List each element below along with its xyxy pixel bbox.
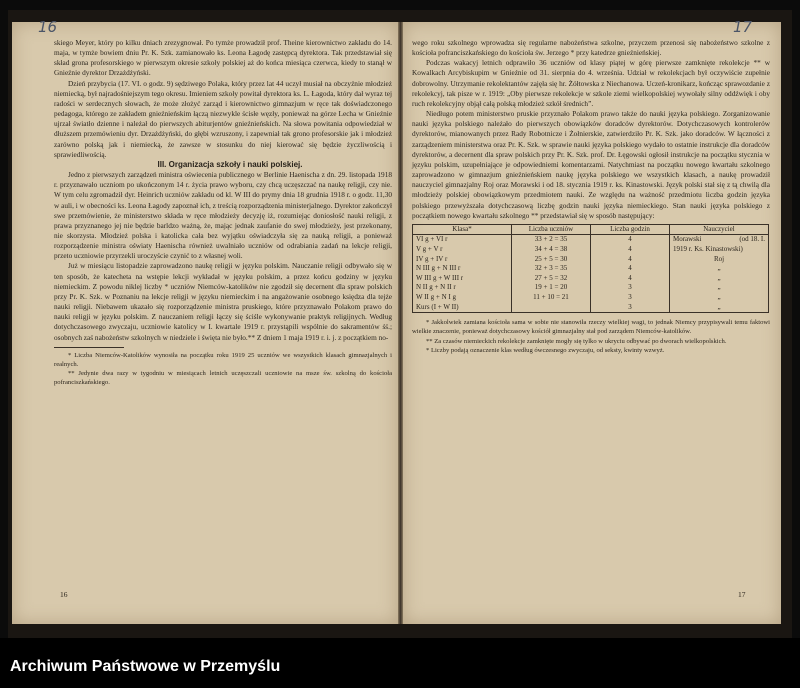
column-header: Liczba uczniów — [512, 224, 591, 235]
count-cell: 11 + 10 = 21 — [533, 292, 569, 301]
hours-cell: 4 — [628, 254, 632, 263]
class-cell: W II g + N I g — [416, 292, 456, 301]
hours-cell: 3 — [628, 292, 632, 301]
class-cell: Kurs (I + W II) — [416, 302, 459, 311]
hours-column — [591, 235, 670, 313]
class-cell: W III g + W III r — [416, 273, 464, 282]
teacher-name: Roj — [713, 254, 725, 263]
ditto-mark: „ — [717, 302, 721, 311]
paragraph: Dzień przybycia (17. VI. o godz. 9) sędziwego Polaka, który przez lat 44 uczył musiał na obczyźnie młodzież niemiecką, był najradośniejszym tego okresu. Imieniem szkoły powitał dyrektora ks. L. Łagoda, który dał wyraz tej radości w serdecznych słowach, że może złożyć zarząd i kierownictwo gimnazjum w ręce tak doświadczonego pedagoga, którego ze zakładem gnieźnieńskim łączą niezwykle ścisłe węzły, ponieważ na górze Lecha w Gnieźnie ujrzał światło dzienne i należał do pierwszych abiturjentów gnieźnieńskich. Na słowa powitania odpowiedział w dłuższem przemówieniu dyr. Drzażdżyński, do głębi wzruszony, i zapewniał tak grono profesorskie jak i młodzież zarówno polską jak i niemiecką, że zawsze w stosunku do niej kierować się będzie życzliwością i sprawiedliwością. — [54, 78, 392, 159]
ditto-mark: „ — [717, 292, 721, 301]
footnotes — [412, 318, 770, 355]
class-column — [413, 235, 512, 313]
hours-cell: 3 — [628, 302, 632, 311]
class-cell: VI g + VI r — [416, 235, 448, 244]
paragraph: Już w miesiącu listopadzie zaprowadzono naukę religji w języku polskim. Nauczanie religji odbywało się w ten sposób, że katecheta na wstępie lekcji wykładał w języku polskim, a przez końcu godziny w języku niemieckim. Z powodu niklej liczby * uczniów Niemców-katolików nie zgodził się decernent dla spraw polskich przy Pr. K. Szk. w Poznaniu na lekcje religji w języku niemieckim i na angażowanie osobnego księdza dla tejże nauki religji. Niebawem ukazało się rozporządzenie ministra pruskiego, które przyznawało Polakom prawo do nauki religji w języku polskim. Z nauczaniem religji łączy się ściśle wykonywanie praktyk religijnych. Według dotychczasowego zwyczaju, uczniowie katolicy w I. kwartale 1919 r. przystąpili wspólnie do sakramentów śś.; osobnych zaś nabożeństw szkolnych w niedziele i święta nie było.** Z dniem 1 maja 1919 r. i. j. z początkiem no- — [54, 261, 392, 342]
teacher-line: 1919 r. Ks. Kinastowski) — [673, 245, 743, 253]
polish-lessons-table — [412, 224, 769, 313]
count-cell: 32 + 3 = 35 — [534, 264, 568, 273]
teacher-name: Morawski — [673, 235, 702, 244]
left-text-column — [54, 38, 392, 388]
count-cell: 33 + 2 = 35 — [534, 235, 568, 244]
ditto-mark: „ — [717, 283, 721, 292]
count-cell: 27 + 5 = 32 — [534, 273, 568, 282]
class-cell: N III g + N III r — [416, 264, 461, 273]
footnote: * Jakkolwiek zamiana kościoła sama w sobie nie stanowiła rzeczy wielkiej wagi, to jednak Niemcy przypisywali temu faktowi wielkie znaczenie, ponieważ dotychczasowy kościół gimnazjalny stał pod zarządem Niemców-katolików. — [412, 319, 770, 336]
footnote-divider — [54, 347, 124, 348]
column-header: Nauczyciel — [670, 224, 769, 235]
footnote: * Liczba Niemców-Katolików wynosiła na początku roku 1919 25 uczniów we wszystkich klasach gimnazjalnych i realnych. — [54, 351, 392, 368]
hours-cell: 3 — [628, 283, 632, 292]
class-cell: V g + V r — [416, 245, 443, 253]
footnote: * Liczby podają oznaczenie klas według ówczesnego zwyczaju, od seksty, kwinty wzwyż. — [426, 346, 665, 354]
ditto-mark: „ — [717, 264, 721, 273]
teacher-note: (od 18. I. — [739, 235, 765, 244]
column-header: Liczba godzin — [591, 224, 670, 235]
archive-footer — [0, 638, 800, 688]
hours-cell: 4 — [628, 273, 632, 282]
hours-cell: 4 — [628, 264, 632, 273]
page-number-left: 16 — [60, 590, 68, 599]
footnote: ** Za czasów niemieckich rekolekcje zamknięte mogły się tylko w ukryciu odbywać po dworach wielkopolskich. — [426, 337, 727, 345]
archive-label: Archiwum Państwowe w Przemyślu — [10, 658, 281, 675]
teacher-line — [673, 235, 765, 245]
count-cell — [515, 303, 587, 313]
class-cell: N II g + N II r — [416, 283, 456, 292]
paragraph: Niedługo potem ministerstwo pruskie przyznało Polakom prawo także do nauki języka polskiego. Zorganizowanie nauki języka polskiego należało do pierwszych obowiązków doradców dyrektorów. Dotychczasowych kontrolerów dyrektorów, mianowanych przez Rady Robotnicze i Żołnierskie, zatwierdziło Pr. K. Szk. jako doradców. W łączności z zarządzeniem ministerstwa oraz Pr. K. Szk. w sprawie nauki języka polskiego wydało to ostatnie instrukcje dla doradców dyrektorów, a decernent dla spraw polskich przy Pr. K. Szk. prof. Dr. Łęgowski ogłosił instrukcje na początku stycznia w języku polskim, uzupełniające je odpowiedniemi komentarzami. Natychmiast na początku nowego kwartału szkolnego zaprowadzono w gimnazjum gnieźnieńskiem naukę języka polskiego we wszystkich klasach, a naukę prowadził nauczyciel gimnazjalny Roj oraz Morawski i od 18. stycznia 1919 r. ks. Kinastowski. Język polski stał się z tą chwilą dla młodzieży polskiej obowiązkowym przedmiotem nauki. Ze względu na ważność przedmiotu liczba godzin języka polskiego przewyższała dotychczasową liczbę godzin nauki języka niemieckiego. Stan nauki języka polskiego z początkiem nowego kwartału szkolnego ** przedstawiał się w sposób następujący: — [412, 109, 770, 220]
paragraph: Jedno z pierwszych zarządzeń ministra oświecenia publicznego w Berlinie Haenischa z dn. 29. listopada 1918 r. przyznawało uczniom po ukończonym 14 r. życia prawo wyboru, czy chcą uczęszczać na naukę religji, czy nie. W tym celu zgromadził dyr. Heinrich uczniów zakładu od kl. W III do prymy dnia 18 grudnia 1918 r. o godz. 11,30 w auli, i w obecności ks. Leona Łagody zapoznał ich, z treścią rozporządzenia ministerjalnego. Dyrektor zakończył swe przemówienie, że ministerstwo składa w ręce młodzieży decyzję iż, rozumiejąc doniosłość nauki religji, z prawa przyznanego jej nie będzie barldzo ważną, że, mając jednak zaufanie do swej młodzieży, jest przekonany, nie skorzysta. Młodzież polska i katolicka cała bez wyjątku oświadczyła się za nauką religji, a ponieważ rozporządzenie ministra oświaty Haenischa również uwalniało uczniów od odrabiania zadań na lekcje religji, przeto uczniowie przyrzekli uroczyście czynić to z własnej woli. — [54, 170, 392, 261]
paragraph: wego roku szkolnego wprowadza się regularne nabożeństwa szkolne, przyczem przenosi się nabożeństwo szkolne z kościoła pofranciszkańskiego do kościoła św. Jerzego * przy katedrze gnieźnieńskiej. — [412, 38, 770, 58]
pen-mark-left: 16 — [38, 18, 58, 36]
page-number-right: 17 — [738, 590, 746, 599]
right-text-column — [412, 38, 770, 355]
student-count-column — [512, 235, 591, 313]
column-header: Klasa* — [413, 224, 512, 235]
count-cell: 34 + 4 = 38 — [534, 245, 568, 253]
pen-mark-right: 17 — [733, 18, 753, 36]
footnotes — [54, 351, 392, 388]
paragraph: Podczas wakacyj letnich odprawiło 36 uczniów od klasy piątej w górę pierwsze zamknięte rekolekcje ** w Kowalkach Arcybiskupim w Gnieźnie od 31. sierpnia do 4. września. Udział w rekolekcjach był oczywiście zupełnie dobrowolny. Utrzymanie rekolektantów zajęła się hr. Żółtowska z Niechanowa. Uczeń-kronikarz, kończąc sprawozdanie z rekolekcyj, tak pisze w r. 1919: „Oby pierwsze rekolekcje w szkole ziemi wielkopolskiej wywołały silny oddźwięk i oby ruch rekolekcyjny objął całą polską młodzież szkół średnich”. — [412, 58, 770, 108]
footnote: ** Jedynie dwa razy w tygodniu w miesiącach letnich uczęszczali uczniowie na msze św. szkolną do kościoła pofranciszkańskiego. — [54, 370, 392, 387]
table-header-row — [413, 224, 769, 235]
count-cell: 25 + 5 = 30 — [534, 254, 568, 263]
class-cell: IV g + IV r — [416, 254, 448, 263]
teacher-column — [670, 235, 769, 313]
hours-cell: 4 — [628, 235, 632, 244]
paragraph: skiego Meyer, który po kilku dniach zrezygnował. Po tymże prowadził prof. Theine kierownictwo zakładu do 14. maja, w tymże bowiem dniu Pr. K. Szk. zamianowało ks. Leona Łagodę zastępcą dyrektora. Tak przedstawiał się skład grona profesorskiego w pierwszym okresie szkoły polskiej aż do końca miesiąca czerwca, kiedy to stanął w Gnieźnie dyrektor Drzażdżyński. — [54, 38, 392, 78]
section-heading: III. Organizacja szkoły i nauki polskiej. — [157, 159, 303, 169]
ditto-mark: „ — [717, 273, 721, 282]
table-body-row — [413, 235, 769, 313]
hours-cell: 4 — [628, 245, 632, 253]
count-cell: 19 + 1 = 20 — [534, 283, 568, 292]
